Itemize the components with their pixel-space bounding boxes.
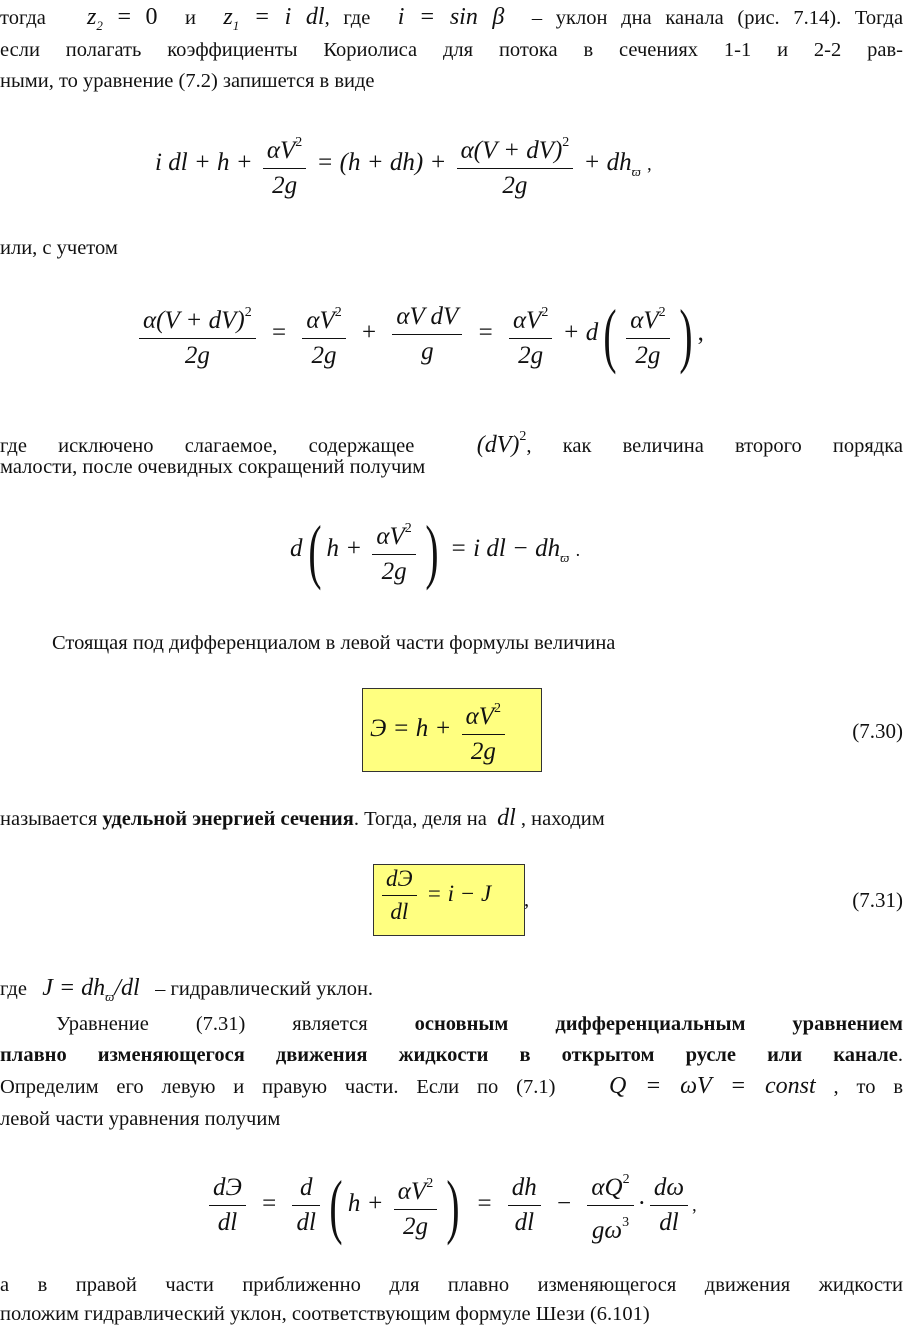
- term-bold: удельной энергией сечения: [102, 808, 354, 830]
- paragraph-7-line2: плавно изменяющегося движения жидкости в открытом русле или канале.: [0, 1044, 903, 1066]
- paragraph-6: [0, 973, 903, 1012]
- text: где: [0, 978, 27, 1000]
- fraction: $\frac{d}{dl}$: [292, 1171, 319, 1240]
- eq-term: = (h + dh) +: [316, 149, 447, 177]
- equation-7-31: $\frac{dЭ}{dl}$ = i − J: [378, 863, 491, 928]
- paragraph-8: а в правой части приближенно для плавно изменяющегося движения жидкости: [0, 1274, 903, 1296]
- text: , где: [324, 7, 371, 29]
- equation-7-30: Э = h + $\frac{\alpha V^2}{2g}$: [370, 692, 509, 769]
- paragraph-5: [0, 803, 903, 835]
- formula-z2: $z_2 = 0$: [87, 4, 158, 33]
- text: Уравнение (7.31) является: [56, 1013, 368, 1035]
- text: – гидравлический уклон.: [155, 978, 374, 1000]
- paragraph-1-line2: если полагать коэффициенты Кориолиса для потока в сечениях 1-1 и 2-2 рав-: [0, 39, 903, 61]
- text: и: [185, 7, 196, 29]
- eq-term: + dh: [583, 149, 632, 177]
- term-bold: основным дифференциальным уравнением: [414, 1013, 903, 1035]
- fraction: $\frac{dh}{dl}$: [508, 1171, 541, 1240]
- paragraph-8-line2: положим гидравлический уклон, соответствующим формуле Шези (6.101): [0, 1303, 650, 1325]
- fraction: $\frac{\alpha V^2}{2g}$: [372, 512, 415, 589]
- text: . Тогда, деля на: [353, 808, 487, 830]
- fraction: $\frac{\alpha V^2}{2g}$: [462, 692, 505, 769]
- fraction: $\frac{\text{αV dV}}{g}$: [392, 300, 462, 369]
- fraction: $\frac{\alpha V^2}{2g}$: [626, 296, 669, 373]
- equation-2: $\frac{\alpha(V + dV)^2}{2g}$ = $\frac{\alpha V^2}{2g}$ + $\frac{\text{αV dV}}{g}$ = $\frac{\alpha V^2}{2g}$ + d( $\frac{\alpha V^2}{2g}$ ) ,: [135, 296, 704, 373]
- text: тогда: [0, 7, 46, 29]
- comma: ,: [524, 889, 530, 911]
- paragraph-7-line4: левой части уравнения получим: [0, 1108, 281, 1130]
- fraction: $\frac{\alpha(V + dV)^2}{2g}$: [457, 126, 574, 203]
- eq-term: i dl + h +: [155, 149, 253, 177]
- equation-4: $\frac{dЭ}{dl}$ = $\frac{d}{dl}$ ( h + $\frac{\alpha V^2}{2g}$ ) = $\frac{dh}{dl}$ − $\frac{\alpha Q^2}{g\omega^3}$ · $\frac{d\omega}{dl}$ ,: [205, 1163, 697, 1248]
- fraction: $\frac{\alpha V^2}{2g}$: [302, 296, 345, 373]
- paragraph-7-line3: [0, 1071, 903, 1103]
- equation-3: d( h + $\frac{\alpha V^2}{2g}$ ) = i dl − $dh_ϖ$ .: [290, 510, 581, 591]
- fraction: $\frac{\alpha(V + dV)^2}{2g}$: [139, 296, 256, 373]
- fraction: $\frac{dЭ}{dl}$: [209, 1171, 246, 1240]
- formula-dv: (dV)$^2$: [476, 429, 527, 458]
- formula-z1: $z_1 = i$ dl: [223, 4, 325, 33]
- fraction: $\frac{\alpha V^2}{2g}$: [394, 1167, 437, 1244]
- formula-dl: dl: [497, 805, 516, 831]
- formula-Q: Q = ωV = const: [609, 1073, 816, 1099]
- text: Определим его левую и правую части. Если по (7.1): [0, 1076, 556, 1098]
- equation-number: (7.31): [852, 888, 903, 912]
- text: , то в: [833, 1076, 903, 1098]
- fraction: $\frac{\alpha Q^2}{g\omega^3}$: [587, 1163, 633, 1248]
- paragraph-4: Стоящая под дифференциалом в левой части формулы величина: [52, 632, 616, 654]
- formula-i: i = sin β: [397, 4, 505, 30]
- text: называется: [0, 808, 98, 830]
- formula-J: $J = dh_ϖ/dl$: [42, 975, 140, 1004]
- paragraph-7: [0, 1009, 903, 1040]
- paragraph-3-line2: малости, после очевидных сокращений получим: [0, 456, 426, 478]
- text: где исключено слагаемое, содержащее: [0, 435, 415, 457]
- fraction: $\frac{dЭ}{dl}$: [382, 863, 417, 928]
- text: , как величина второго порядка: [526, 435, 903, 457]
- text: – уклон дна канала (рис. 7.14). Тогда: [531, 7, 903, 29]
- fraction: $\frac{d\omega}{dl}$: [650, 1171, 688, 1240]
- paragraph-2: или, с учетом: [0, 237, 118, 259]
- fraction: $\frac{\alpha V^2}{2g}$: [263, 126, 306, 203]
- term-bold: плавно изменяющегося движения жидкости в открытом русле или канале: [0, 1044, 898, 1066]
- equation-number: (7.30): [852, 719, 903, 743]
- equation-1: i dl + h + $\frac{\alpha V^2}{2g}$ = (h + dh) + $\frac{\alpha(V + dV)^2}{2g}$ + $dh_ϖ$ ,: [155, 126, 652, 203]
- text: , находим: [520, 808, 605, 830]
- paragraph-1-line3: ными, то уравнение (7.2) запишется в виде: [0, 70, 375, 92]
- fraction: $\frac{\alpha V^2}{2g}$: [509, 296, 552, 373]
